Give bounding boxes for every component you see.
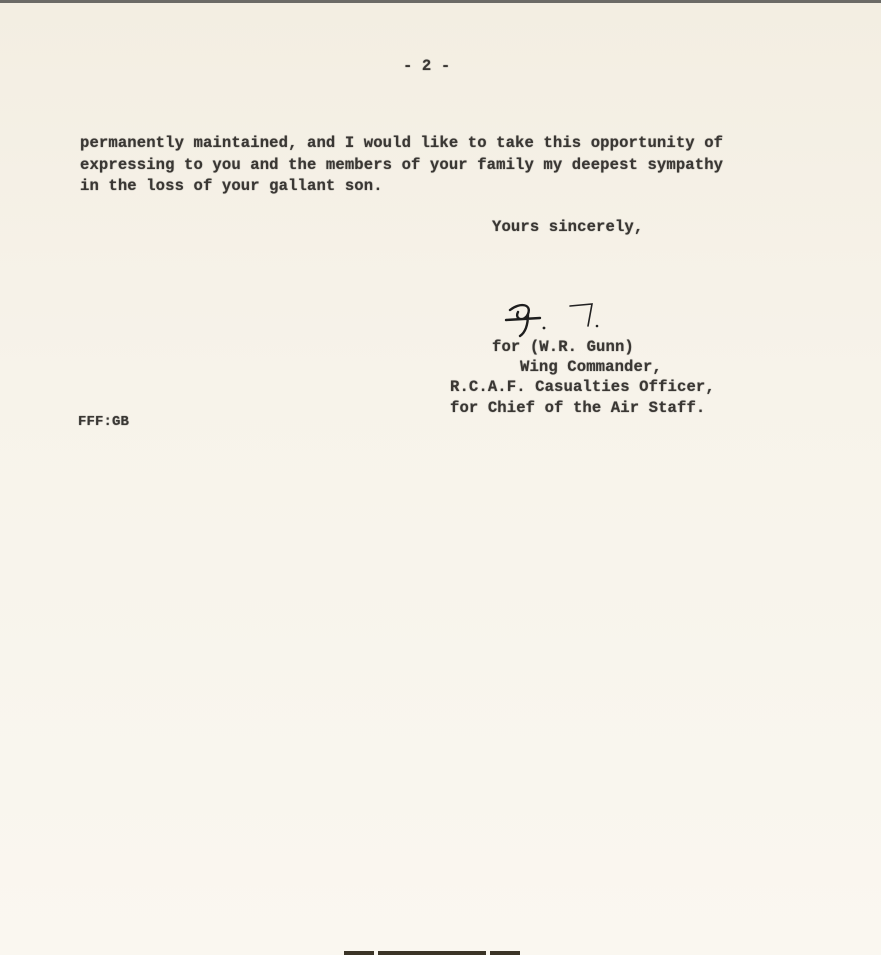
- scan-artifact: [378, 951, 486, 955]
- scan-artifact: [490, 951, 520, 955]
- page-number: - 2 -: [403, 57, 451, 75]
- handwritten-signature: [500, 298, 610, 338]
- signature-title: R.C.A.F. Casualties Officer,: [450, 378, 715, 396]
- scan-artifact: [344, 951, 374, 955]
- signature-rank: Wing Commander,: [520, 358, 662, 376]
- closing: Yours sincerely,: [492, 218, 644, 236]
- reference-initials: FFF:GB: [78, 414, 130, 430]
- body-line-2: expressing to you and the members of your family my deepest sympathy: [80, 156, 724, 174]
- signature-name: for (W.R. Gunn): [492, 338, 634, 356]
- scan-edge: [0, 0, 881, 3]
- signature-office: for Chief of the Air Staff.: [450, 399, 706, 417]
- body-line-1: permanently maintained, and I would like to take this opportunity of: [80, 134, 724, 152]
- body-line-3: in the loss of your gallant son.: [80, 177, 383, 195]
